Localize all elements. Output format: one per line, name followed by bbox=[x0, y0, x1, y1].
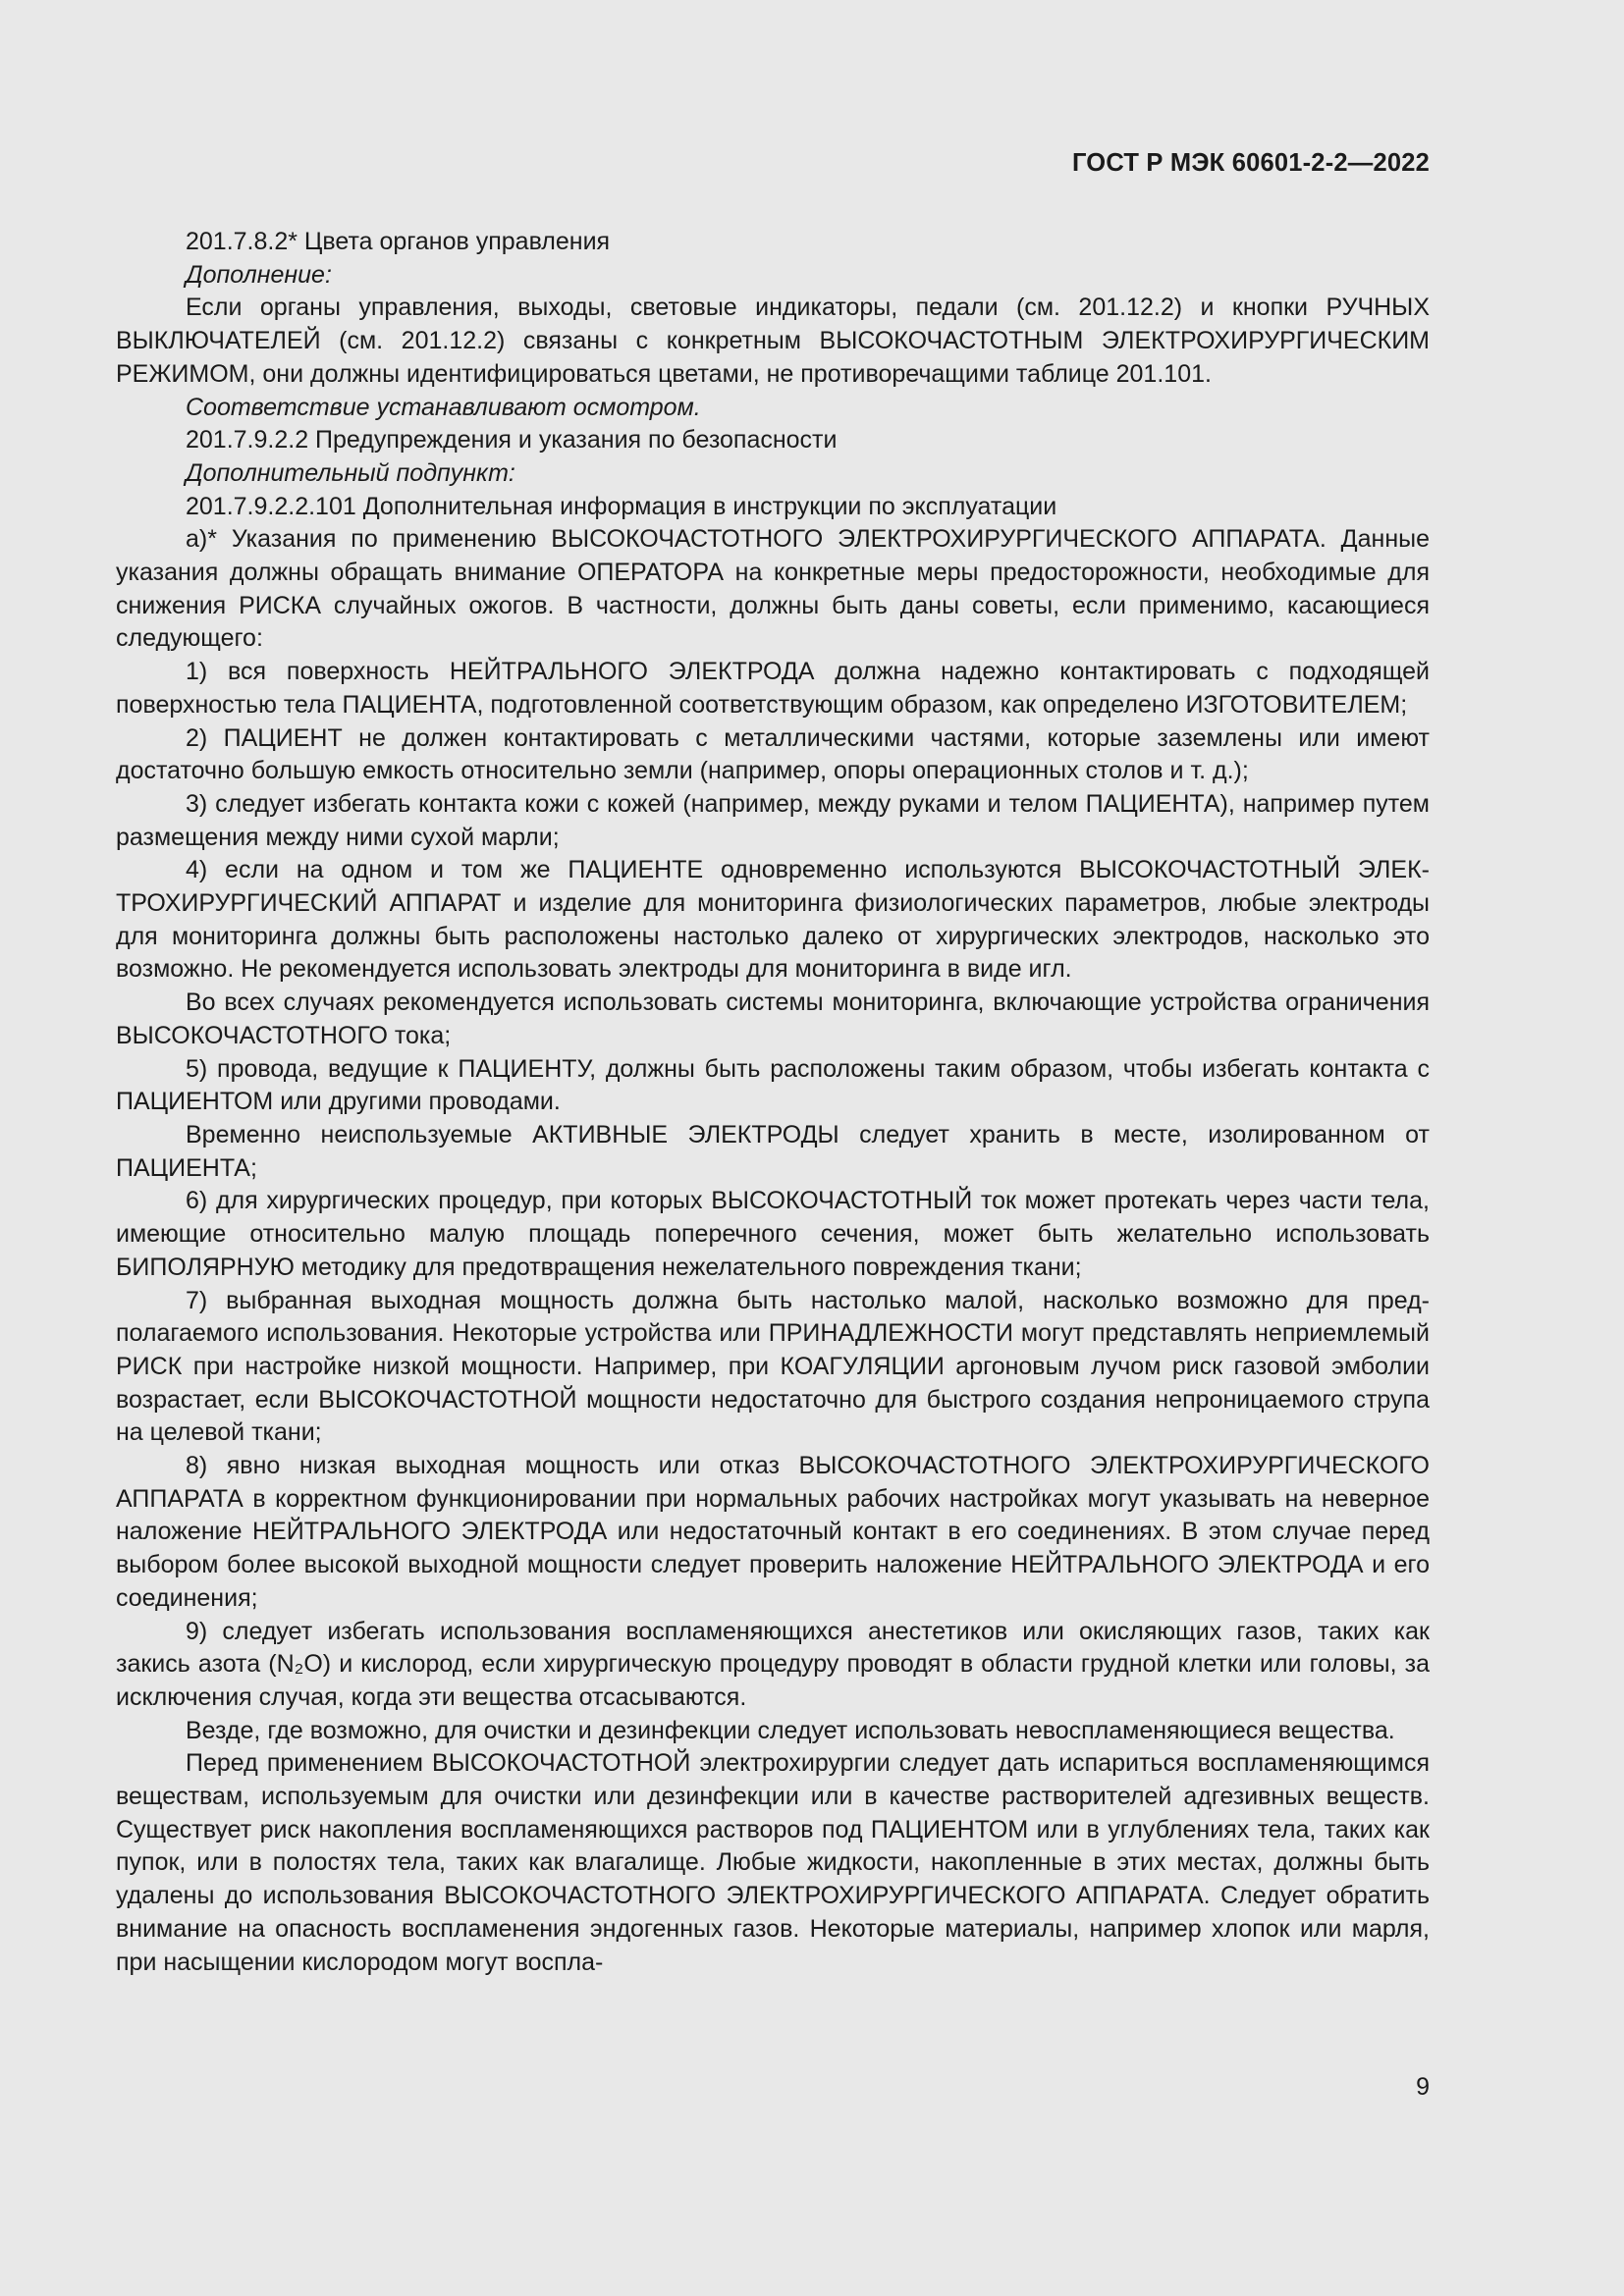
clause-201-7-9-2-2-101-heading: 201.7.9.2.2.101 Дополнительная информация в инструкции по эксплуатации bbox=[186, 492, 1057, 520]
list-item-2: 2) ПАЦИЕНТ не должен контактировать с металлическими частями, которые заземлены или имеют достаточно большую емкость относительно земли (например, опоры операционных столов и т. д.); bbox=[116, 723, 1430, 785]
list-item-7: 7) выбранная выходная мощность должна быть настолько малой, насколько возможно для предполагаемого использования. Некоторые устройства или ПРИНАДЛЕЖНОСТИ могут представлять неприемлемый РИСК при настройке низкой мощности. Например, при КОАГУЛЯЦИИ аргоновым лучом риск газовой эмболии возрастает, если ВЫСОКОЧАСТОТНОЙ мощности недостаточно для быстрого создания непроницаемого струпа на целевой ткани; bbox=[116, 1286, 1430, 1447]
list-item-4: 4) если на одном и том же ПАЦИЕНТЕ одновременно используются ВЫСОКОЧАСТОТНЫЙ ЭЛЕКТРОХИРУРГИЧЕСКИЙ АППАРАТ и изделие для мониторинга физиологических параметров, любые электроды для мониторинга должны быть расположены настолько далеко от хирургических электродов, насколько это возможно. Не рекомендуется использовать электроды для мониторинга в виде игл. bbox=[116, 856, 1430, 984]
document-header-id: ГОСТ Р МЭК 60601-2-2—2022 bbox=[1071, 149, 1430, 177]
item-a-paragraph: a)* Указания по применению ВЫСОКОЧАСТОТНОГО ЭЛЕКТРОХИРУРГИЧЕСКОГО АППАРАТА. Данные указания должны обращать внимание ОПЕРАТОРА на конкретные меры предосторожности, необходимые для снижения РИСКА случайных ожогов. В частности, должны быть даны советы, если применимо, касающиеся следующего: bbox=[116, 525, 1430, 653]
list-item-5: 5) провода, ведущие к ПАЦИЕНТУ, должны быть расположены таким образом, чтобы избегать контакта с ПАЦИЕНТОМ или другими проводами. bbox=[116, 1054, 1430, 1116]
addition-label: Дополнение: bbox=[186, 260, 332, 289]
monitoring-systems-paragraph: Во всех случаях рекомендуется использовать системы мониторинга, включающие устройства ограничения ВЫСОКОЧАСТОТНОГО тока; bbox=[116, 988, 1430, 1049]
list-item-8: 8) явно низкая выходная мощность или отказ ВЫСОКОЧАСТОТНОГО ЭЛЕКТРОХИРУРГИЧЕСКОГО АППАРАТА в корректном функционировании при нормальных рабочих настройках могут указывать на неверное наложение НЕЙТРАЛЬНОГО ЭЛЕКТРОДА или недостаточный контакт в его соединениях. В этом случае перед выбором более высокой выходной мощности следует проверить наложение НЕЙТРАЛЬНОГО ЭЛЕКТРОДА и его соединения; bbox=[116, 1452, 1430, 1612]
additional-subclause-label: Дополнительный подпункт: bbox=[186, 458, 515, 487]
controls-color-paragraph: Если органы управления, выходы, световые индикаторы, педали (см. 201.12.2) и кнопки РУЧНЫХ ВЫКЛЮЧАТЕЛЕЙ (см. 201.12.2) связаны с конкретным ВЫСОКОЧАСТОТНЫМ ЭЛЕКТРОХИРУРГИЧЕСКИМ РЕЖИМОМ, они должны идентифицироваться цветами, не противоречащими таблице 201.101. bbox=[116, 294, 1430, 388]
compliance-inspection-note: Соответствие устанавливают осмотром. bbox=[186, 393, 701, 421]
list-item-6: 6) для хирургических процедур, при которых ВЫСОКОЧАСТОТНЫЙ ток может протекать через части тела, имеющие относительно малую площадь поперечного сечения, может быть желательно использовать БИПОЛЯРНУЮ методику для предотвращения нежелательного повреждения ткани; bbox=[116, 1187, 1430, 1281]
list-item-9: 9) следует избегать использования воспламеняющихся анестетиков или окисляющих газов, таких как закись азота (N₂O) и кислород, если хирургическую процедуру проводят в области грудной клетки или головы, за исключения случая, когда эти вещества отсасываются. bbox=[116, 1617, 1430, 1711]
page-number: 9 bbox=[1416, 2073, 1430, 2101]
active-electrodes-paragraph: Временно неиспользуемые АКТИВНЫЕ ЭЛЕКТРОДЫ следует хранить в месте, изолированном от ПАЦИЕНТА; bbox=[116, 1120, 1430, 1182]
clause-201-7-8-2-heading: 201.7.8.2* Цвета органов управления bbox=[186, 228, 611, 255]
list-item-1: 1) вся поверхность НЕЙТРАЛЬНОГО ЭЛЕКТРОДА должна надежно контактировать с подходящей поверхностью тела ПАЦИЕНТА, подготовленной соответствующим образом, как определено ИЗГОТОВИТЕЛЕМ; bbox=[116, 658, 1430, 719]
document-body bbox=[116, 226, 1430, 1979]
cleaning-agents-paragraph: Везде, где возможно, для очистки и дезинфекции следует использовать невоспламеняющиеся вещества. bbox=[186, 1716, 1395, 1744]
clause-201-7-9-2-2-heading: 201.7.9.2.2 Предупреждения и указания по безопасности bbox=[186, 426, 838, 454]
list-item-3: 3) следует избегать контакта кожи с кожей (например, между руками и телом ПАЦИЕНТА), например путем размещения между ними сухой марли; bbox=[116, 789, 1430, 851]
flammable-agents-paragraph: Перед применением ВЫСОКОЧАСТОТНОЙ электрохирургии следует дать испариться воспламеняющимся веществам, используемым для очистки или дезинфекции или в качестве растворителей адгезивных веществ. Существует риск накопления воспламеняющихся растворов под ПАЦИЕНТОМ или в углублениях тела, таких как пупок, или в полостях тела, таких как влагалище. Любые жидкости, накопленные в этих местах, должны быть удалены до использования ВЫСОКОЧАСТОТНОГО ЭЛЕКТРОХИРУРГИЧЕСКОГО АППАРАТА. Следует обратить внимание на опасность воспламенения эндогенных газов. Некоторые материалы, например хлопок или марля, при насыщении кислородом могут воспла- bbox=[116, 1749, 1430, 1976]
